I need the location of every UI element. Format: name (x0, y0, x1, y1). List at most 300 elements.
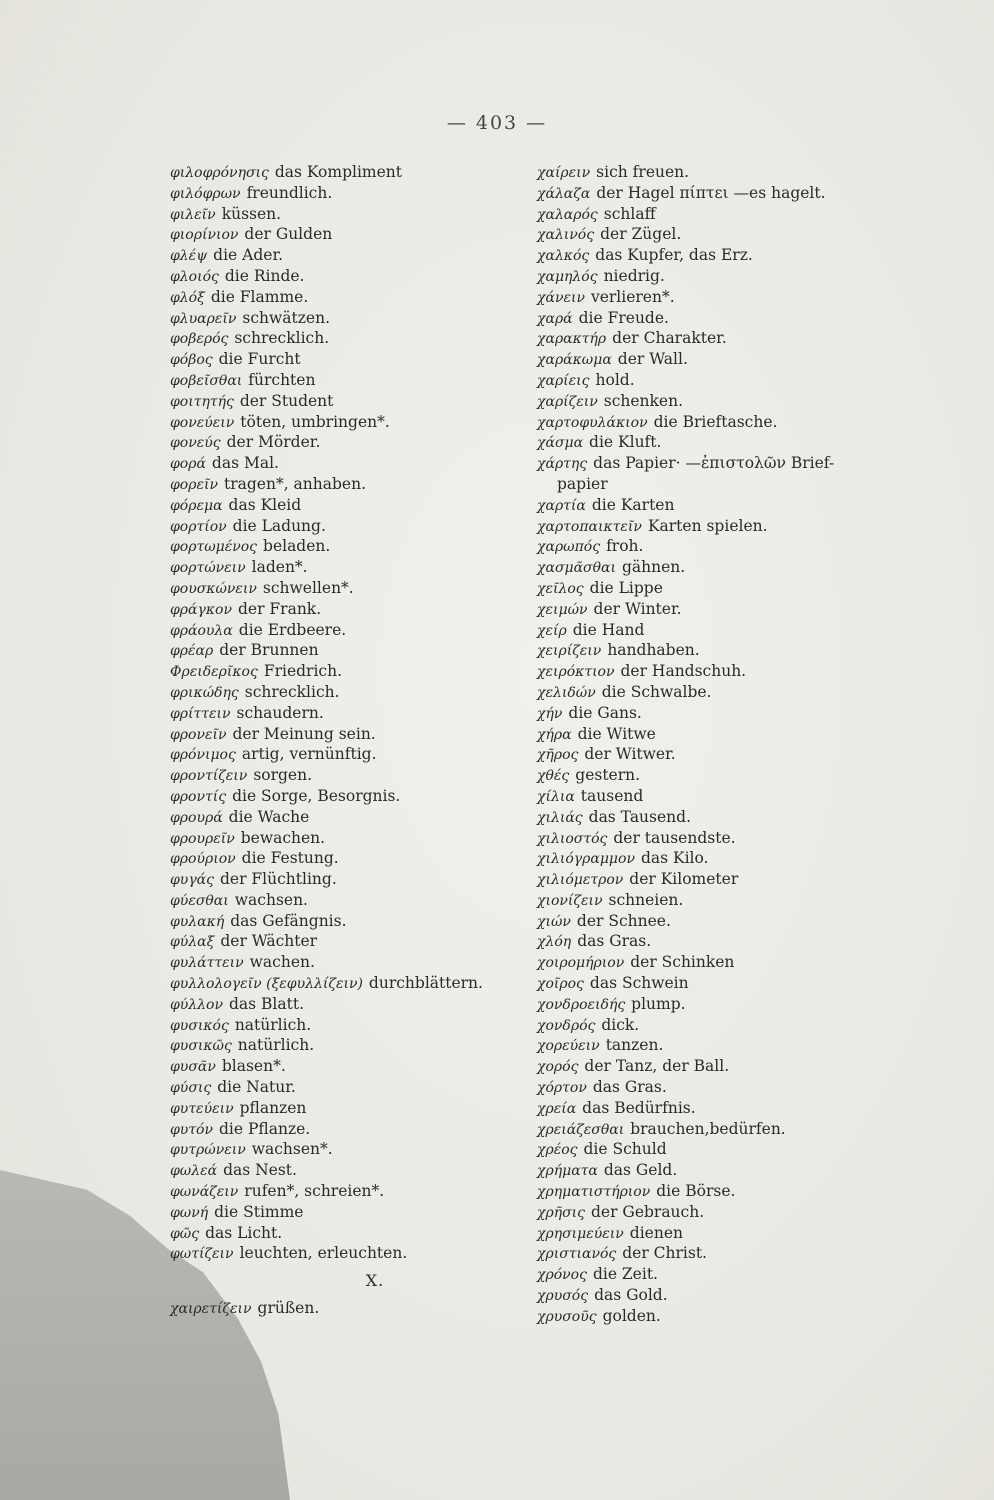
dictionary-entry (537, 682, 967, 703)
greek-headword: χιλιόμετρον (537, 872, 624, 889)
german-translation: rufen*, schreien*. (244, 1182, 385, 1201)
german-translation: die Rinde. (224, 266, 305, 285)
greek-headword: χελιδών (537, 684, 596, 701)
dictionary-entry (170, 973, 540, 994)
dictionary-entry (170, 557, 540, 578)
dictionary-entry (170, 724, 540, 745)
dictionary-entry (170, 952, 540, 973)
german-translation: gähnen. (621, 558, 686, 577)
dictionary-entry (537, 1056, 967, 1077)
dictionary-entry (170, 495, 540, 516)
greek-headword: χαμηλός (537, 268, 598, 285)
dictionary-entry (537, 1119, 967, 1140)
german-translation: die Natur. (217, 1078, 296, 1097)
greek-headword: φυτρώνειν (170, 1142, 246, 1159)
german-translation: der Winter. (593, 599, 682, 618)
greek-headword: χρειάζεσθαι (537, 1121, 625, 1138)
dictionary-entry (537, 786, 967, 807)
greek-headword: φουσκώνειν (170, 580, 257, 597)
greek-headword: φονεύς (170, 435, 221, 452)
greek-headword: φυσικῶς (170, 1038, 232, 1055)
german-translation: die Lippe (589, 578, 663, 597)
dictionary-entry (170, 620, 540, 641)
page-number: — 403 — (446, 112, 548, 134)
greek-headword: χίλια (537, 788, 575, 805)
dictionary-entry (170, 1035, 540, 1056)
greek-headword: χαρτοπαικτεῖν (537, 518, 642, 535)
greek-headword: φρονεῖν (170, 726, 227, 743)
german-translation: der Witwer. (584, 745, 676, 764)
german-translation: die Furcht (218, 350, 301, 369)
german-translation: der Wächter (220, 932, 318, 951)
greek-headword: φυλακή (170, 913, 225, 930)
greek-headword: φορά (170, 456, 206, 473)
greek-headword: Φρειδερῖκος (170, 664, 258, 681)
dictionary-entry (537, 1202, 967, 1223)
dictionary-entry (170, 599, 540, 620)
german-translation: blasen*. (221, 1057, 286, 1076)
german-translation: natürlich. (237, 1036, 315, 1055)
german-translation: das Gras. (577, 932, 652, 951)
dictionary-entry (537, 1181, 967, 1202)
dictionary-entry (170, 1243, 540, 1264)
greek-headword: χάρτης (537, 456, 588, 473)
greek-headword: φυλάττειν (170, 955, 244, 972)
german-translation: handhaben. (607, 641, 700, 660)
german-translation: das Kleid (228, 495, 302, 514)
german-translation: durchblättern. (368, 974, 483, 993)
greek-headword: χρυσός (537, 1288, 589, 1305)
greek-headword: χθές (537, 768, 570, 785)
dictionary-entry (170, 432, 540, 453)
greek-headword: χριστιανός (537, 1246, 617, 1263)
german-translation: das Schwein (589, 974, 689, 993)
dictionary-entry (537, 308, 967, 329)
german-translation: das Papier· —ἐπιστολῶν Brief- (593, 454, 835, 473)
german-translation: das Geld. (603, 1161, 678, 1180)
german-translation: schneien. (608, 890, 684, 909)
dictionary-entry (537, 869, 967, 890)
german-translation: wachsen. (234, 890, 308, 909)
dictionary-entry (170, 1119, 540, 1140)
dictionary-entry (537, 266, 967, 287)
dictionary-entry (537, 744, 967, 765)
dictionary-entry (537, 474, 967, 495)
german-translation: die Schuld (583, 1140, 667, 1159)
dictionary-entry (537, 1015, 967, 1036)
greek-headword: φυγάς (170, 872, 214, 889)
dictionary-entry (170, 1056, 540, 1077)
dictionary-entry (170, 994, 540, 1015)
greek-headword: φονεύειν (170, 414, 235, 431)
dictionary-entry (170, 162, 540, 183)
german-translation: der Student (239, 391, 334, 410)
german-translation: töten, umbringen*. (240, 412, 390, 431)
german-translation: das Bedürfnis. (582, 1098, 696, 1117)
dictionary-entry (537, 412, 967, 433)
dictionary-entry (170, 869, 540, 890)
greek-headword: φρόνιμος (170, 747, 236, 764)
dictionary-entry (537, 724, 967, 745)
dictionary-entry (170, 807, 540, 828)
dictionary-entry (170, 1298, 540, 1319)
german-translation: grüßen. (257, 1299, 320, 1318)
german-translation: die Gans. (568, 703, 642, 722)
german-translation: der Schnee. (576, 911, 671, 930)
german-translation: schrecklich. (244, 682, 340, 701)
dictionary-entry (537, 183, 967, 204)
dictionary-entry (537, 661, 967, 682)
german-translation: das Licht. (205, 1223, 283, 1242)
german-translation: der Hagel πίπτει —es hagelt. (596, 183, 826, 202)
german-translation: natürlich. (234, 1015, 312, 1034)
dictionary-entry (537, 599, 967, 620)
left-after-heading-list (170, 1298, 540, 1319)
german-translation: die Schwalbe. (601, 682, 712, 701)
german-translation: die Flamme. (210, 287, 309, 306)
greek-headword: χειρίζειν (537, 643, 602, 660)
right-column (537, 162, 967, 1327)
german-translation: Karten spielen. (647, 516, 768, 535)
dictionary-entry (170, 640, 540, 661)
german-translation: die Witwe (577, 724, 656, 743)
greek-headword: χασμᾶσθαι (537, 560, 616, 577)
greek-headword: φρέαρ (170, 643, 214, 660)
dictionary-entry (537, 370, 967, 391)
section-heading: X. (365, 1271, 385, 1291)
greek-headword: φορτωμένος (170, 539, 258, 556)
german-translation: Friedrich. (263, 662, 343, 681)
german-translation: der Gebrauch. (591, 1202, 705, 1221)
dictionary-entry (170, 578, 540, 599)
german-translation: dick. (601, 1015, 640, 1034)
greek-headword: χρηματιστήριον (537, 1184, 651, 1201)
greek-headword: φλυαρεῖν (170, 310, 237, 327)
dictionary-entry (170, 453, 540, 474)
greek-headword: φόρεμα (170, 497, 223, 514)
dictionary-entry (537, 765, 967, 786)
dictionary-entry (170, 516, 540, 537)
dictionary-entry (170, 765, 540, 786)
dictionary-entry (537, 1264, 967, 1285)
greek-headword: χαρτοφυλάκιον (537, 414, 648, 431)
german-translation: der Mörder. (226, 433, 321, 452)
dictionary-entry (170, 1077, 540, 1098)
dictionary-entry (537, 349, 967, 370)
dictionary-entry (170, 328, 540, 349)
dictionary-entry (537, 1306, 967, 1327)
left-column (170, 162, 540, 1319)
dictionary-entry (537, 224, 967, 245)
greek-headword: φῶς (170, 1225, 200, 1242)
german-translation: artig, vernünftig. (241, 745, 377, 764)
greek-headword: χιλιόγραμμον (537, 851, 635, 868)
greek-headword: φρίττειν (170, 705, 231, 722)
dictionary-entry (170, 536, 540, 557)
dictionary-entry (537, 162, 967, 183)
right-entry-list (537, 162, 967, 1327)
greek-headword: χαράκωμα (537, 352, 612, 369)
german-translation: der Christ. (622, 1244, 707, 1263)
greek-headword: φωτίζειν (170, 1246, 234, 1263)
dictionary-entry (537, 828, 967, 849)
german-translation: plump. (631, 994, 686, 1013)
greek-headword: φυτόν (170, 1121, 213, 1138)
greek-headword: χιλιάς (537, 809, 583, 826)
german-translation: das Gold. (594, 1286, 668, 1305)
german-translation: das Kilo. (640, 849, 709, 868)
dictionary-entry (170, 1139, 540, 1160)
german-translation: fürchten (248, 370, 316, 389)
german-translation: die Ader. (213, 246, 284, 265)
greek-headword: χαρωπός (537, 539, 601, 556)
greek-headword: χορός (537, 1059, 579, 1076)
greek-headword: χρυσοῦς (537, 1308, 597, 1325)
greek-headword: χρῆσις (537, 1204, 585, 1221)
dictionary-entry (170, 1181, 540, 1202)
dictionary-entry (170, 1098, 540, 1119)
german-translation: die Zeit. (592, 1265, 658, 1284)
german-translation: schrecklich. (234, 329, 330, 348)
dictionary-entry (170, 786, 540, 807)
german-translation: wachsen*. (251, 1140, 333, 1159)
german-translation: die Kluft. (589, 433, 662, 452)
german-translation: pflanzen (239, 1098, 307, 1117)
greek-headword: φυσικός (170, 1017, 229, 1034)
greek-headword: χονδροειδής (537, 996, 626, 1013)
greek-headword: χάνειν (537, 289, 585, 306)
german-translation: sich freuen. (596, 163, 690, 181)
german-translation: der Wall. (617, 350, 688, 369)
greek-headword: φοβεῖσθαι (170, 372, 243, 389)
greek-headword: χαλαρός (537, 206, 598, 223)
dictionary-entry (537, 516, 967, 537)
german-translation: der tausendste. (613, 828, 736, 847)
greek-headword: φορτώνειν (170, 560, 246, 577)
german-translation: die Ladung. (232, 516, 326, 535)
german-translation: das Gras. (592, 1078, 667, 1097)
left-entry-list (170, 162, 540, 1264)
dictionary-entry (537, 1160, 967, 1181)
greek-headword: χήν (537, 705, 563, 722)
greek-headword: φοιτητής (170, 393, 234, 410)
greek-headword: χρόνος (537, 1267, 587, 1284)
german-translation: der Meinung sein. (232, 724, 376, 743)
greek-headword: φλοιός (170, 268, 219, 285)
greek-headword: χιλιοστός (537, 830, 608, 847)
greek-headword: χειρόκτιον (537, 664, 615, 681)
german-translation: papier (557, 474, 608, 493)
greek-headword: φιλόφρων (170, 185, 241, 202)
german-translation: der Kilometer (629, 870, 739, 889)
dictionary-entry (537, 890, 967, 911)
greek-headword: φύεσθαι (170, 892, 229, 909)
greek-headword: χάσμα (537, 435, 584, 452)
german-translation: die Festung. (241, 849, 339, 868)
greek-headword: χιών (537, 913, 571, 930)
german-translation: die Karten (591, 495, 675, 514)
greek-headword: φράγκον (170, 601, 232, 618)
dictionary-entry (537, 328, 967, 349)
greek-headword: φρικώδης (170, 684, 239, 701)
dictionary-entry (537, 911, 967, 932)
german-translation: die Erdbeere. (238, 620, 347, 639)
greek-headword: χαλκός (537, 248, 590, 265)
german-translation: das Mal. (211, 454, 279, 473)
dictionary-entry (537, 204, 967, 225)
german-translation: das Kompliment (274, 163, 402, 181)
german-translation: die Hand (572, 620, 645, 639)
german-translation: die Börse. (656, 1182, 736, 1201)
dictionary-entry (537, 620, 967, 641)
dictionary-entry (537, 973, 967, 994)
greek-headword: χορεύειν (537, 1038, 600, 1055)
dictionary-entry (170, 682, 540, 703)
dictionary-entry (170, 412, 540, 433)
german-translation: der Brunnen (219, 641, 319, 660)
greek-headword: φωλεά (170, 1163, 218, 1180)
greek-headword: φωνή (170, 1204, 209, 1221)
greek-headword: φυτεύειν (170, 1100, 234, 1117)
greek-headword: χῆρος (537, 747, 579, 764)
dictionary-entry (537, 1035, 967, 1056)
dictionary-entry (170, 391, 540, 412)
german-translation: leuchten, erleuchten. (239, 1244, 408, 1263)
greek-headword: φιορίνιον (170, 227, 239, 244)
dictionary-entry (170, 1015, 540, 1036)
greek-headword: φλόξ (170, 289, 205, 306)
greek-headword: φρουρεῖν (170, 830, 235, 847)
german-translation: schwätzen. (242, 308, 330, 327)
greek-headword: χαλινός (537, 227, 595, 244)
greek-headword: χαρίεις (537, 372, 590, 389)
german-translation: die Pflanze. (219, 1119, 311, 1138)
dictionary-entry (537, 1077, 967, 1098)
dictionary-entry (170, 287, 540, 308)
german-translation: der Tanz, der Ball. (584, 1057, 730, 1076)
greek-headword: φράουλα (170, 622, 233, 639)
greek-headword: χαρά (537, 310, 573, 327)
greek-headword: χρήματα (537, 1163, 598, 1180)
dictionary-entry (537, 848, 967, 869)
german-translation: küssen. (221, 204, 282, 223)
dictionary-entry (170, 1202, 540, 1223)
german-translation: das Kupfer, das Erz. (595, 246, 753, 265)
dictionary-entry (170, 370, 540, 391)
dictionary-entry (537, 1285, 967, 1306)
greek-headword: φιλεῖν (170, 206, 216, 223)
greek-headword: φύσις (170, 1080, 212, 1097)
greek-headword: χαίρειν (537, 165, 591, 181)
german-translation: hold. (595, 370, 635, 389)
dictionary-entry (537, 432, 967, 453)
german-translation: brauchen,bedürfen. (630, 1119, 786, 1138)
greek-headword: φιλοφρόνησις (170, 165, 269, 181)
greek-headword: φυλλολογεῖν (ξεφυλλίζειν) (170, 976, 363, 993)
german-translation: der Frank. (237, 599, 322, 618)
greek-headword: φόβος (170, 352, 213, 369)
dictionary-entry (170, 744, 540, 765)
dictionary-entry (537, 1139, 967, 1160)
greek-headword: χονδρός (537, 1017, 596, 1034)
german-translation: sorgen. (253, 766, 313, 785)
dictionary-entry (537, 1098, 967, 1119)
dictionary-entry (170, 828, 540, 849)
dictionary-entry (170, 911, 540, 932)
german-translation: tragen*, anhaben. (223, 474, 366, 493)
dictionary-entry (537, 453, 967, 474)
german-translation: das Gefängnis. (230, 911, 347, 930)
german-translation: freundlich. (246, 183, 333, 202)
german-translation: schlaff (603, 204, 656, 223)
greek-headword: φορεῖν (170, 476, 218, 493)
german-translation: der Flüchtling. (219, 870, 337, 889)
german-translation: schenken. (603, 391, 684, 410)
dictionary-entry (537, 557, 967, 578)
greek-headword: χαρίζειν (537, 393, 598, 410)
german-translation: tausend (580, 786, 644, 805)
greek-headword: χείρ (537, 622, 567, 639)
greek-headword: φυσᾶν (170, 1059, 216, 1076)
dictionary-entry (170, 474, 540, 495)
german-translation: der Schinken (630, 953, 735, 972)
greek-headword: χήρα (537, 726, 572, 743)
dictionary-entry (170, 183, 540, 204)
greek-headword: χαρτία (537, 497, 586, 514)
dictionary-entry (170, 931, 540, 952)
dictionary-entry (537, 994, 967, 1015)
greek-headword: χειμών (537, 601, 588, 618)
german-translation: laden*. (251, 558, 308, 577)
greek-headword: χρέος (537, 1142, 578, 1159)
greek-headword: φύλαξ (170, 934, 215, 951)
greek-headword: χόρτον (537, 1080, 587, 1097)
dictionary-entry (537, 703, 967, 724)
greek-headword: φοβερός (170, 331, 229, 348)
dictionary-entry (170, 204, 540, 225)
german-translation: die Stimme (214, 1202, 304, 1221)
german-translation: bewachen. (240, 828, 326, 847)
dictionary-entry (537, 640, 967, 661)
german-translation: wachen. (249, 953, 315, 972)
dictionary-entry (170, 349, 540, 370)
german-translation: die Brieftasche. (653, 412, 778, 431)
greek-headword: χαιρετίζειν (170, 1301, 252, 1318)
dictionary-entry (537, 1223, 967, 1244)
german-translation: tanzen. (605, 1036, 664, 1055)
dictionary-entry (170, 1160, 540, 1181)
dictionary-entry (170, 1223, 540, 1244)
greek-headword: φροντίς (170, 788, 227, 805)
german-translation: dienen (629, 1223, 683, 1242)
dictionary-entry (537, 931, 967, 952)
german-translation: froh. (606, 537, 644, 556)
greek-headword: χλόη (537, 934, 572, 951)
german-translation: das Nest. (223, 1161, 297, 1180)
greek-headword: χιονίζειν (537, 892, 603, 909)
german-translation: schaudern. (236, 703, 324, 722)
greek-headword: χεῖλος (537, 580, 584, 597)
german-translation: verlieren*. (590, 287, 675, 306)
dictionary-entry (537, 495, 967, 516)
german-translation: die Freude. (578, 308, 669, 327)
greek-headword: χοῖρος (537, 976, 584, 993)
german-translation: die Sorge, Besorgnis. (232, 786, 401, 805)
greek-headword: φορτίον (170, 518, 227, 535)
german-translation: gestern. (575, 766, 641, 785)
greek-headword: χαρακτήρ (537, 331, 607, 348)
dictionary-entry (537, 807, 967, 828)
